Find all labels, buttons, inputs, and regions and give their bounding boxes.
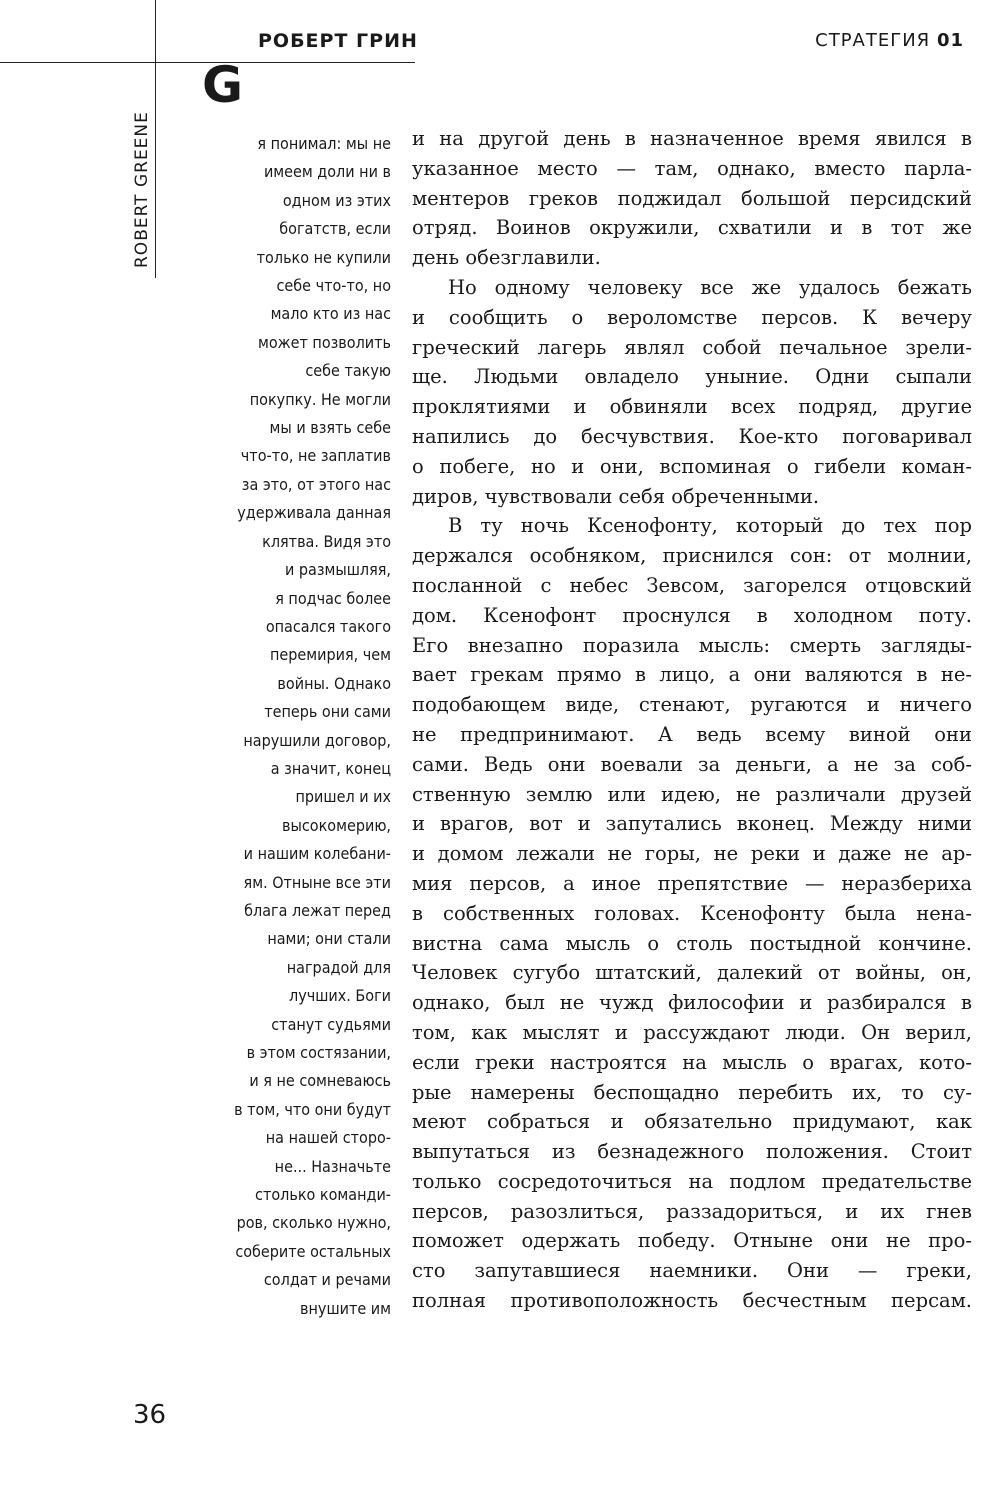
margin-quote-line: нарушили договор, <box>243 730 391 750</box>
margin-quote-line: лучших. Боги <box>289 986 391 1006</box>
main-text-line: только сосредоточиться на подлом предательстве <box>412 1169 972 1193</box>
main-text-line: в собственных головах. Ксенофонту была нена- <box>412 901 972 925</box>
margin-quote-line: высокомерию, <box>282 815 391 835</box>
main-text-line: день обезглавили. <box>412 246 601 270</box>
margin-quote-line: удерживала данная <box>237 503 391 523</box>
main-text-line: Но одному человеку все же удалось бежать <box>448 275 972 299</box>
main-text-line: и врагов, вот и запутались вконец. Между ними <box>412 812 972 836</box>
margin-quote-line: блага лежат перед <box>244 900 391 920</box>
main-text-line: ственную землю или идею, не различали друзей <box>412 782 972 806</box>
margin-quote-line: перемирия, чем <box>270 645 391 665</box>
main-text-line: Его внезапно поразила мысль: смерть загляды- <box>412 633 972 657</box>
main-text-line: и сообщить о вероломстве персов. К вечеру <box>412 305 972 329</box>
side-author-label: ROBERT GREENE <box>132 111 152 268</box>
margin-quote-line: богатств, если <box>279 219 391 239</box>
margin-quote-line: внушите им <box>300 1298 391 1318</box>
main-text-line: выпутаться из безнадежного положения. Стоит <box>412 1140 972 1164</box>
main-text-line: меют собраться и обязательно придумают, как <box>412 1110 972 1134</box>
margin-quote-line: в этом состязании, <box>246 1043 391 1062</box>
margin-quote-line: станут судьями <box>271 1014 391 1034</box>
running-header-author: РОБЕРТ ГРИН <box>258 30 418 52</box>
main-text-line: держался особняком, приснился сон: от молнии, <box>412 544 972 568</box>
margin-quote-line: соберите остальных <box>235 1241 391 1261</box>
main-text <box>412 124 972 1316</box>
margin-quote-line: в том, что они будут <box>234 1099 391 1119</box>
margin-quote-line: не... Назначьте <box>274 1156 391 1176</box>
margin-quote-line: теперь они сами <box>264 702 391 722</box>
margin-quote-line: на нашей сторо- <box>265 1128 391 1148</box>
main-text-line: о побеге, но и они, вспоминая о гибели коман- <box>412 454 972 478</box>
margin-quote-line: мало кто из нас <box>270 304 391 324</box>
main-text-line: поможет одержать победу. Отныне они не про- <box>412 1229 972 1253</box>
margin-quote-line: ям. Отныне все эти <box>243 872 391 892</box>
main-text-line: рые намерены беспощадно перебить их, то су- <box>412 1080 972 1104</box>
margin-quote-line: одном из этих <box>282 190 391 210</box>
running-header-chapter <box>815 30 964 51</box>
margin-quote-line: а значит, конец <box>270 758 391 778</box>
margin-quote-line: себе что-то, но <box>276 276 391 296</box>
main-text-line: Человек сугубо штатский, далекий от войны, он, <box>412 961 972 985</box>
margin-quote-line: может позволить <box>257 332 391 352</box>
margin-quote-line: наградой для <box>286 957 391 977</box>
main-text-line: греческий лагерь являл собой печальное зрели- <box>412 335 972 359</box>
margin-quote-line: что-то, не заплатив <box>240 446 391 466</box>
main-text-line: сто запутавшиеся наемники. Они — греки, <box>412 1259 972 1283</box>
main-text-line: и домом лежали не горы, не реки и даже не ар- <box>412 842 972 866</box>
main-text-line: и на другой день в назначенное время явился в <box>412 127 972 150</box>
margin-quote-line: и размышляя, <box>284 560 391 580</box>
margin-quote-line: и нашим колебани- <box>243 844 391 864</box>
margin-quote-line: нами; они стали <box>267 929 391 949</box>
main-text-line: подобающем виде, стенают, ругаются и ничего <box>412 693 972 717</box>
vertical-rule <box>155 0 156 278</box>
margin-quote-line: покупку. Не могли <box>249 389 391 409</box>
main-text-line: вистна сама мысль о столь постыдной кончине. <box>412 931 972 955</box>
main-text-line: полная противоположность бесчестным персам. <box>412 1289 972 1313</box>
margin-quote-line: войны. Однако <box>277 673 391 693</box>
main-text-line: если греки настроятся на мысль о врагах, кото- <box>412 1050 972 1074</box>
main-text-line: мия персов, а иное препятствие — неразбериха <box>412 871 972 895</box>
margin-quote-line: клятва. Видя это <box>262 531 391 551</box>
margin-quote-line: за это, от этого нас <box>241 474 391 494</box>
main-text-line: дом. Ксенофонт проснулся в холодном поту. <box>412 603 972 627</box>
main-text-line: персов, разозлиться, раззадориться, и их гнев <box>412 1199 972 1223</box>
page-number: 36 <box>133 1400 167 1430</box>
main-text-line: однако, был не чужд философии и разбирался в <box>412 991 972 1015</box>
margin-quote-line: солдат и речами <box>263 1270 391 1290</box>
margin-quote-line: я понимал: мы не <box>257 134 391 153</box>
main-text-line: диров, чувствовали себя обреченными. <box>412 484 820 508</box>
main-text-line: ще. Людьми овладело уныние. Одни сыпали <box>412 365 972 389</box>
margin-quote-line: пришел и их <box>295 787 391 807</box>
main-text-line: В ту ночь Ксенофонту, который до тех пор <box>448 514 972 538</box>
main-text-line: отряд. Воинов окружили, схватили и в тот же <box>412 216 972 240</box>
main-text-line: не предпринимают. А ведь всему виной они <box>412 722 972 746</box>
margin-quote-line: мы и взять себе <box>269 418 391 438</box>
margin-quote-line: себе такую <box>305 361 391 381</box>
margin-quote-line: я подчас более <box>275 588 391 608</box>
main-text-line: вает грекам прямо в лицо, а они валяются в не- <box>412 663 972 687</box>
main-text-line: указанное место — там, однако, вместо парла- <box>412 156 972 180</box>
margin-quote <box>185 130 391 1323</box>
main-text-line: проклятиями и обвиняли всех подряд, другие <box>412 395 972 419</box>
margin-quote-line: опасался такого <box>265 616 391 636</box>
chapter-label: СТРАТЕГИЯ <box>815 30 931 51</box>
margin-quote-line: и я не сомневаюсь <box>249 1071 391 1091</box>
main-text-line: напились до бесчувствия. Кое-кто поговаривал <box>412 424 972 448</box>
logo-g: G <box>202 56 244 114</box>
margin-quote-line: столько команди- <box>255 1185 391 1205</box>
chapter-number: 01 <box>936 30 964 51</box>
main-text-line: том, как мыслят и рассуждают люди. Он верил, <box>412 1020 972 1044</box>
margin-quote-line: имеем доли ни в <box>263 162 391 182</box>
main-text-line: сами. Ведь они воевали за деньги, а не за соб- <box>412 752 972 776</box>
main-text-line: посланной с небес Зевсом, загорелся отцовский <box>412 573 972 597</box>
main-text-line: ментеров греков поджидал большой персидский <box>412 186 972 210</box>
margin-quote-line: только не купили <box>256 247 391 267</box>
margin-quote-line: ров, сколько нужно, <box>236 1213 391 1233</box>
